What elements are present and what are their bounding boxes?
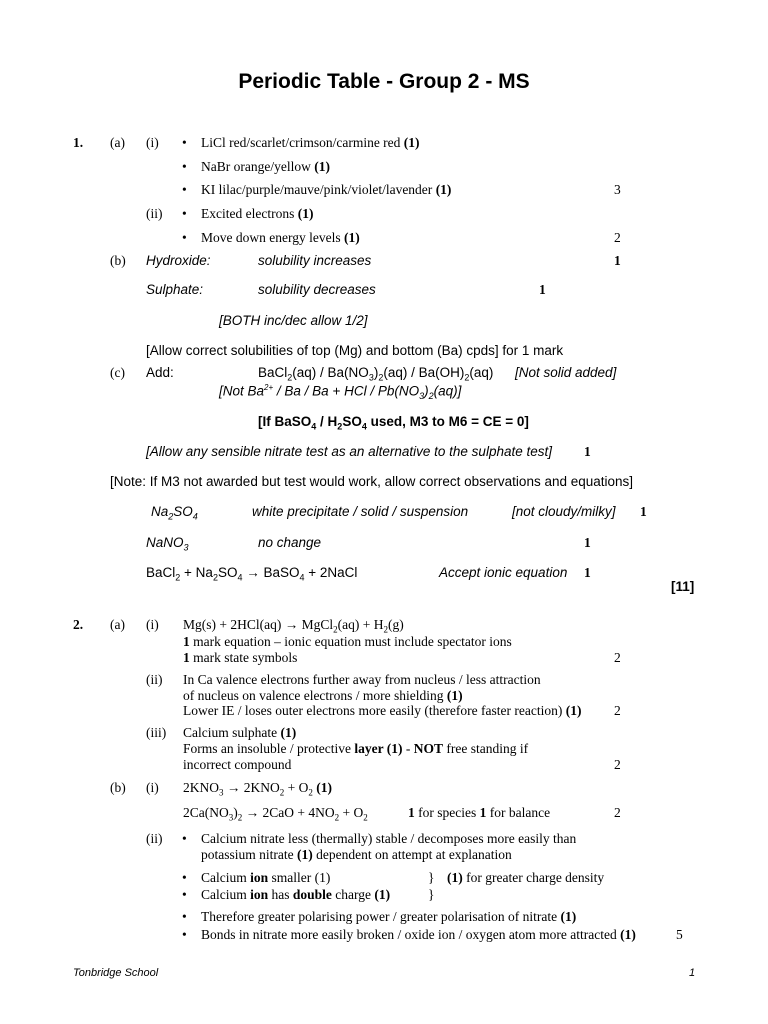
accept-ionic-note: Accept ionic equation <box>439 565 568 580</box>
q2-b-ii-bullet-5: • Bonds in nitrate more easily broken / oxide ion / oxygen atom more attracted (1) <box>201 927 636 943</box>
footer-page-number: 1 <box>689 967 696 979</box>
q1-a-i-total-marks: 3 <box>614 182 621 197</box>
nano3-observation: no change <box>258 535 322 550</box>
species-balance-note: 1 for species 1 for balance <box>408 805 551 820</box>
q2-a-ii-total-marks: 2 <box>614 703 621 718</box>
q2-b-ii-bullet-1: • Calcium nitrate less (thermally) stable / decomposes more easily than <box>201 831 576 847</box>
q2-a-i-total-marks: 2 <box>614 650 621 665</box>
ca-nitrate-decomposition-equation: $2Ca(NO_3)_2 \to 2CaO + 4NO_2 + O_2$ <box>183 805 368 823</box>
kno3-decomposition-equation: $2KNO_3 \to 2KNO_2 + O_2$ (1) <box>183 780 332 798</box>
brace-top: } <box>428 870 435 885</box>
q2-a-ii-line-2: of nucleus on valence electrons / more shielding (1) <box>183 688 463 703</box>
not-ba-note: [Not $Ba^{2+}$ / Ba / Ba + HCl / $Pb(NO_3)_2(aq)$] <box>219 383 462 402</box>
q2-b-ii-bullet-1-cont: potassium nitrate (1) dependent on attempt at explanation <box>201 847 512 862</box>
q1-part-a-label: (a) <box>110 135 125 150</box>
q1-a-ii-bullet-1 <box>201 206 313 222</box>
nano3-mark: 1 <box>584 535 591 550</box>
allow-solubility-note: [Allow correct solubilities of top (Mg) and bottom (Ba) cpds] for 1 mark <box>146 343 564 358</box>
question-2-number: 2. <box>73 617 84 632</box>
ce-note: [If BaSO$_4$ / $H_2SO_4$ used, M3 to M6 = CE = 0] <box>258 414 529 432</box>
sulphate-answer: solubility decreases <box>258 282 376 297</box>
both-note: [BOTH inc/dec allow 1/2] <box>219 313 368 328</box>
q1-a-ii-label: (ii) <box>146 206 163 221</box>
q2-b-i-label: (i) <box>146 780 159 795</box>
q1-part-c-label: (c) <box>110 365 125 380</box>
q2-b-ii-total-marks: 5 <box>676 927 683 942</box>
mark: (1) <box>343 230 360 245</box>
q2-b-ii-bullet-3: • Calcium ion has double charge (1) <box>201 887 390 903</box>
answer-text: Move down energy levels <box>201 230 344 245</box>
q2-a-iii-total-marks: 2 <box>614 757 621 772</box>
question-1-number: 1. <box>73 135 84 150</box>
page-title: Periodic Table - Group 2 - MS <box>238 70 530 93</box>
equation-mark: 1 <box>584 565 591 580</box>
answer-text: KI lilac/purple/mauve/pink/violet/lavender <box>201 182 436 197</box>
answer-text: LiCl red/scarlet/crimson/carmine red <box>201 135 404 150</box>
allow-nitrate-mark: 1 <box>584 444 591 459</box>
q2-a-ii-line-3: Lower IE / loses outer electrons more easily (therefore faster reaction) (1) <box>183 703 582 718</box>
mark: (1) <box>435 182 452 197</box>
sulphate-label: Sulphate: <box>146 282 204 297</box>
answer-text: NaBr orange/yellow <box>201 159 315 174</box>
m3-note: [Note: If M3 not awarded but test would work, allow correct observations and equations] <box>110 474 634 489</box>
q1-a-i-bullet-3 <box>201 182 451 198</box>
na2so4-observation: white precipitate / solid / suspension <box>252 504 469 519</box>
allow-nitrate-note: [Allow any sensible nitrate test as an alternative to the sulphate test] <box>146 444 552 459</box>
not-solid-note: [Not solid added] <box>515 365 617 380</box>
hydroxide-answer: solubility increases <box>258 253 372 268</box>
brace-bottom: } <box>428 887 435 902</box>
mark: (1) <box>297 206 314 221</box>
q2-a-i-label: (i) <box>146 617 159 632</box>
mark: (1) <box>314 159 330 174</box>
q1-a-i-bullet-1 <box>201 135 420 151</box>
q2-a-iii-line-2: Forms an insoluble / protective layer (1) - NOT free standing if <box>183 741 529 756</box>
not-cloudy-note: [not cloudy/milky] <box>512 504 616 519</box>
q2-b-ii-bullet-4: • Therefore greater polarising power / greater polarisation of nitrate (1) <box>201 909 576 925</box>
hydroxide-label: Hydroxide: <box>146 253 211 268</box>
q1-total-marks: [11] <box>671 579 695 594</box>
q2-b-i-total-marks: 2 <box>614 805 621 820</box>
q1-part-b-label: (b) <box>110 253 126 268</box>
q1-a-ii-total-marks: 2 <box>614 230 621 245</box>
sulphate-mark: 1 <box>539 282 546 297</box>
footer-school-name: Tonbridge School <box>73 967 159 979</box>
q2-a-iii-line-1: Calcium sulphate (1) <box>183 725 297 740</box>
add-reagents: BaCl$_2$(aq) / $Ba(NO_3)_2(aq) / Ba(OH)_2(aq)$ <box>258 365 494 383</box>
nano3-formula: NaNO$_3$ <box>146 535 189 553</box>
na2so4-formula: $Na_2SO_4$ <box>151 504 198 522</box>
q2-a-ii-label: (ii) <box>146 672 163 687</box>
mark: (1) <box>403 135 420 150</box>
q2-part-a-label: (a) <box>110 617 125 632</box>
q2-part-b-label: (b) <box>110 780 126 795</box>
q1-a-i-bullet-2 <box>201 159 330 175</box>
mg-hcl-equation: Mg(s) + 2HCl(aq) → MgCl$_2$(aq) + $H_2(g)$ <box>183 617 404 635</box>
q1-a-i-label: (i) <box>146 135 159 150</box>
q2-a-iii-label: (iii) <box>146 725 167 740</box>
hydroxide-mark: 1 <box>614 253 621 268</box>
q2-b-ii-bullet-2: • Calcium ion smaller (1) <box>201 870 330 886</box>
precipitation-equation: BaCl$_2$ + $Na_2SO_4$ → BaSO$_4$ + 2NaCl <box>146 565 358 583</box>
mark-state-symbols-note: 1 mark state symbols <box>183 650 298 665</box>
q2-b-ii-label: (ii) <box>146 831 163 846</box>
q1-a-ii-bullet-2 <box>201 230 360 246</box>
q2-a-iii-line-3: incorrect compound <box>183 757 292 772</box>
answer-text: Excited electrons <box>201 206 298 221</box>
na2so4-mark: 1 <box>640 504 647 519</box>
q2-a-ii-line-1: In Ca valence electrons further away from nucleus / less attraction <box>183 672 541 687</box>
add-label: Add: <box>146 365 174 380</box>
mark-equation-note: 1 mark equation – ionic equation must include spectator ions <box>183 634 512 649</box>
charge-density-note: (1) for greater charge density <box>447 870 605 885</box>
